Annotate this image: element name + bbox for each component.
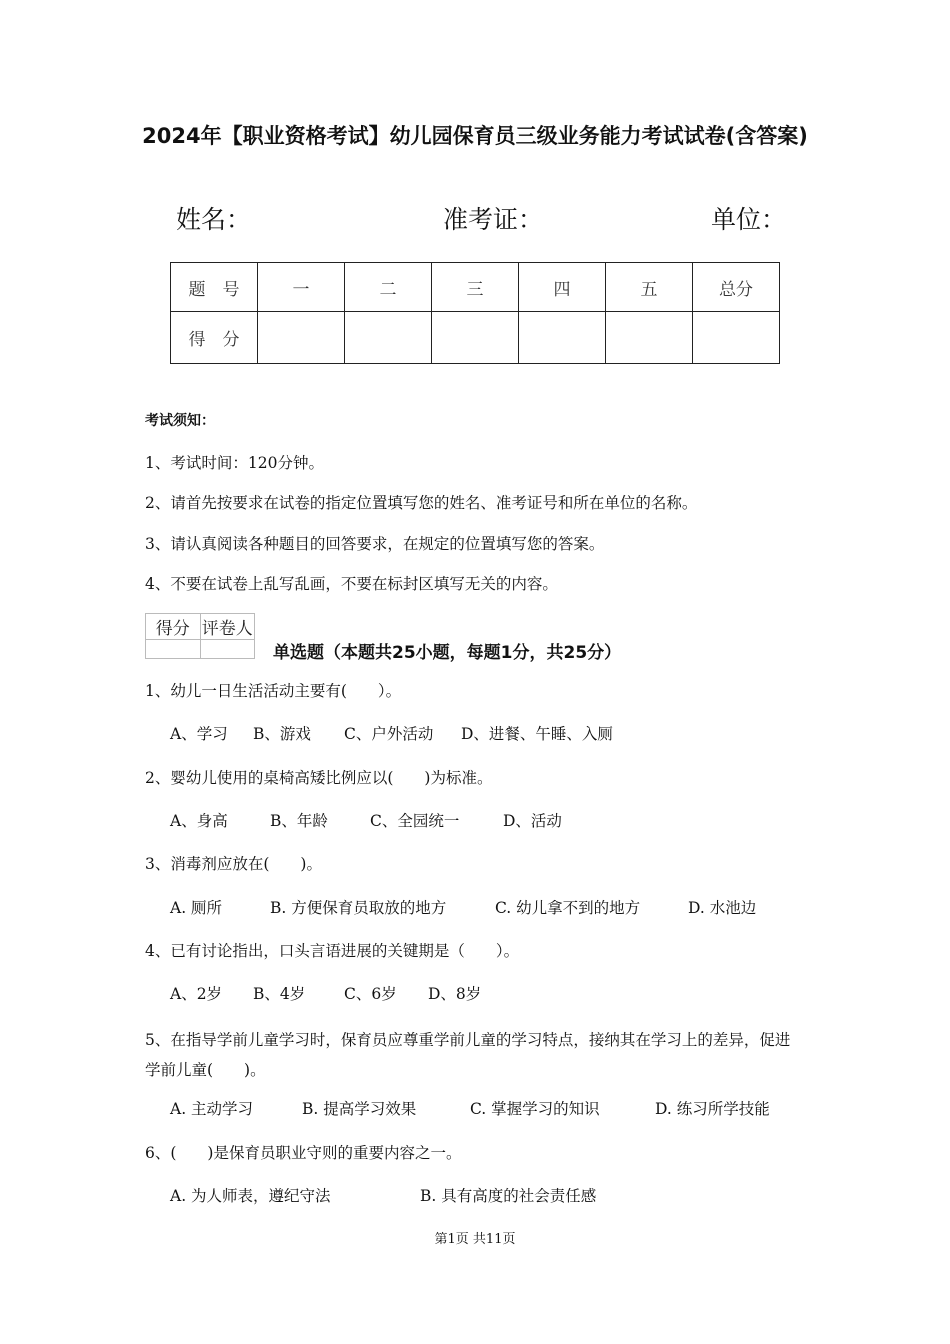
score-table-header-row	[171, 263, 780, 312]
question-option: C、全园统一	[370, 812, 460, 830]
question-option: D、活动	[503, 812, 562, 830]
score-cell	[345, 312, 432, 364]
score-header-cell: 四	[519, 263, 606, 312]
question-stem: 5、在指导学前儿童学习时，保育员应尊重学前儿童的学习特点，接纳其在学习上的差异，促进学前儿童( )。	[145, 1031, 791, 1079]
score-header-cell: 一	[258, 263, 345, 312]
question-stem: 6、( )是保育员职业守则的重要内容之一。	[145, 1144, 462, 1162]
score-cell	[432, 312, 519, 364]
document-title: 2024年【职业资格考试】幼儿园保育员三级业务能力考试试卷(含答案)	[142, 124, 808, 148]
score-header-cell: 总分	[693, 263, 780, 312]
question-option: A. 主动学习	[170, 1100, 254, 1118]
exam-id-label: 准考证：	[443, 205, 544, 234]
question-option: D. 练习所学技能	[655, 1100, 770, 1118]
score-header-cell: 三	[432, 263, 519, 312]
notice-item: 4、不要在试卷上乱写乱画，不要在标封区填写无关的内容。	[145, 575, 558, 593]
question-option: A、2岁	[170, 985, 223, 1003]
section-title: 单选题（本题共25小题，每题1分，共25分）	[273, 643, 622, 663]
grader-score-cell	[146, 640, 201, 659]
score-header-cell: 二	[345, 263, 432, 312]
notice-item: 1、考试时间：120分钟。	[145, 454, 324, 472]
question-option: B、4岁	[253, 985, 306, 1003]
question-option: C、6岁	[344, 985, 397, 1003]
question-option: B、游戏	[253, 725, 311, 743]
question-option: B、年龄	[270, 812, 328, 830]
question-stem: 1、幼儿一日生活活动主要有( ）。	[145, 682, 402, 700]
score-header-cell: 题 号	[171, 263, 258, 312]
score-cell	[693, 312, 780, 364]
page-footer: 第1页 共11页	[434, 1232, 516, 1247]
question-option: B. 提高学习效果	[302, 1100, 417, 1118]
score-table-score-row	[171, 312, 780, 364]
question-option: A. 厕所	[170, 899, 223, 917]
question-stem: 4、已有讨论指出，口头言语进展的关键期是（ ）。	[145, 942, 520, 960]
notice-item: 3、请认真阅读各种题目的回答要求，在规定的位置填写您的答案。	[145, 535, 605, 553]
notice-heading: 考试须知：	[145, 413, 215, 429]
unit-label: 单位：	[711, 205, 787, 234]
question-option: A、身高	[170, 812, 228, 830]
score-table	[170, 262, 780, 364]
question-option: D、8岁	[428, 985, 482, 1003]
score-cell	[606, 312, 693, 364]
notice-item: 2、请首先按要求在试卷的指定位置填写您的姓名、准考证号和所在单位的名称。	[145, 494, 698, 512]
grader-name-label: 评卷人	[200, 614, 255, 640]
grader-name-cell	[200, 640, 255, 659]
question-option: C. 掌握学习的知识	[470, 1100, 600, 1118]
score-header-cell: 五	[606, 263, 693, 312]
question-option: B. 具有高度的社会责任感	[420, 1187, 597, 1205]
question-option: D、进餐、午睡、入厕	[461, 725, 613, 743]
question-stem: 2、婴幼儿使用的桌椅高矮比例应以( )为标准。	[145, 769, 493, 787]
grader-box	[145, 613, 255, 659]
score-cell	[519, 312, 606, 364]
name-label: 姓名：	[176, 205, 252, 234]
score-row-label: 得 分	[171, 312, 258, 364]
question-option: A. 为人师表，遵纪守法	[170, 1187, 331, 1205]
question-stem: 3、消毒剂应放在( )。	[145, 855, 322, 873]
score-cell	[258, 312, 345, 364]
question-option: A、学习	[170, 725, 228, 743]
grader-score-label: 得分	[146, 614, 201, 640]
question-option: C、户外活动	[344, 725, 434, 743]
question-option: C. 幼儿拿不到的地方	[495, 899, 641, 917]
question-option: D. 水池边	[688, 899, 757, 917]
question-option: B. 方便保育员取放的地方	[270, 899, 447, 917]
